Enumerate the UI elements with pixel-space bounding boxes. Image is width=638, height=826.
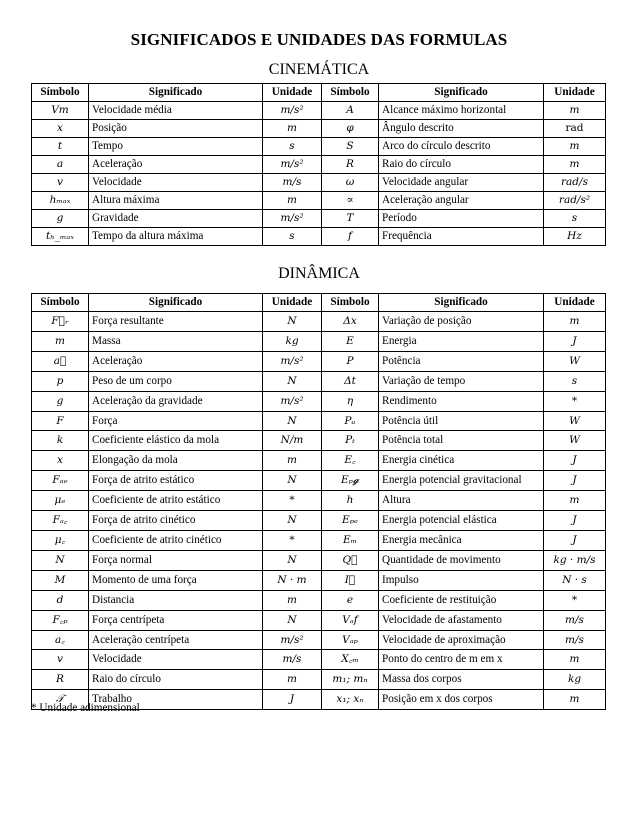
table-header-row xyxy=(32,294,606,312)
cell-unit: N/m xyxy=(263,431,322,451)
cell-symbol: 𝒯 xyxy=(32,690,89,710)
cell-unit: m xyxy=(263,670,322,690)
cell-unit: m xyxy=(544,156,606,174)
cell-symbol: Fₐ꜀ xyxy=(32,511,89,531)
cell-meaning: Ângulo descrito xyxy=(379,120,544,138)
cell-unit: kg xyxy=(263,331,322,351)
cell-unit: * xyxy=(263,491,322,511)
header-symbol: Símbolo xyxy=(322,294,379,312)
cell-meaning: Aceleração xyxy=(89,156,263,174)
cell-symbol: g xyxy=(32,391,89,411)
cell-meaning: Altura xyxy=(379,491,544,511)
table-row xyxy=(32,192,606,210)
cell-symbol: f xyxy=(322,228,379,246)
cell-meaning: Coeficiente de restituição xyxy=(379,590,544,610)
cell-unit: kg · m/s xyxy=(544,550,606,570)
cell-unit: J xyxy=(544,530,606,550)
table-row xyxy=(32,138,606,156)
cell-meaning: Energia potencial elástica xyxy=(379,511,544,531)
cell-symbol: φ xyxy=(322,120,379,138)
cell-symbol: S xyxy=(322,138,379,156)
cell-meaning: Período xyxy=(379,210,544,228)
cell-symbol: v xyxy=(32,174,89,192)
cell-unit: N xyxy=(263,411,322,431)
table-row xyxy=(32,590,606,610)
cell-meaning: Momento de uma força xyxy=(89,570,263,590)
cell-symbol: μ꜀ xyxy=(32,530,89,550)
table-row xyxy=(32,331,606,351)
table-row xyxy=(32,102,606,120)
section-heading-cinematica: CINEMÁTICA xyxy=(268,61,370,78)
cell-symbol: x xyxy=(32,120,89,138)
cell-symbol: Vm xyxy=(32,102,89,120)
cell-symbol: R xyxy=(32,670,89,690)
cell-meaning: Variação de tempo xyxy=(379,371,544,391)
cell-symbol: h xyxy=(322,491,379,511)
cell-meaning: Raio do círculo xyxy=(379,156,544,174)
cell-symbol: a⃗ xyxy=(32,351,89,371)
cell-meaning: Energia xyxy=(379,331,544,351)
cell-meaning: Potência total xyxy=(379,431,544,451)
table-row xyxy=(32,371,606,391)
header-unit: Unidade xyxy=(544,294,606,312)
cell-unit: m xyxy=(263,120,322,138)
table-row xyxy=(32,156,606,174)
table-row xyxy=(32,210,606,228)
cell-symbol: Vₐf xyxy=(322,610,379,630)
cell-unit: W xyxy=(544,431,606,451)
cell-meaning: Posição em x dos corpos xyxy=(379,690,544,710)
table-row xyxy=(32,351,606,371)
cell-symbol: M xyxy=(32,570,89,590)
header-symbol: Símbolo xyxy=(322,84,379,102)
cell-unit: J xyxy=(544,331,606,351)
cell-symbol: E꜀ xyxy=(322,451,379,471)
table-row xyxy=(32,471,606,491)
cell-symbol: Eₚ𝓰 xyxy=(322,471,379,491)
table-row xyxy=(32,120,606,138)
cell-meaning: Massa dos corpos xyxy=(379,670,544,690)
cell-unit: m xyxy=(263,590,322,610)
cell-symbol: a꜀ xyxy=(32,630,89,650)
cell-meaning: Peso de um corpo xyxy=(89,371,263,391)
cell-meaning: Coeficiente de atrito cinético xyxy=(89,530,263,550)
cell-symbol: m xyxy=(32,331,89,351)
cell-symbol: Fₐₑ xyxy=(32,471,89,491)
cell-meaning: Potência útil xyxy=(379,411,544,431)
cell-unit: m xyxy=(263,451,322,471)
cell-unit: N xyxy=(263,511,322,531)
cell-unit: J xyxy=(544,451,606,471)
cell-symbol: F⃗ᵣ xyxy=(32,312,89,332)
cell-symbol: x xyxy=(32,451,89,471)
cell-meaning: Trabalho xyxy=(89,690,263,710)
cell-meaning: Impulso xyxy=(379,570,544,590)
cell-meaning: Aceleração xyxy=(89,351,263,371)
cell-meaning: Arco do círculo descrito xyxy=(379,138,544,156)
header-unit: Unidade xyxy=(544,84,606,102)
cell-meaning: Tempo da altura máxima xyxy=(89,228,263,246)
cell-unit: N · m xyxy=(263,570,322,590)
table-row xyxy=(32,431,606,451)
table-row xyxy=(32,174,606,192)
cell-unit: W xyxy=(544,351,606,371)
cell-meaning: Aceleração da gravidade xyxy=(89,391,263,411)
table-header-row xyxy=(32,84,606,102)
cell-meaning: Velocidade média xyxy=(89,102,263,120)
cell-symbol: Δx xyxy=(322,312,379,332)
table-row xyxy=(32,312,606,332)
dinamica-table xyxy=(31,293,606,710)
cell-unit: s xyxy=(544,210,606,228)
cell-symbol: F xyxy=(32,411,89,431)
cell-symbol: E xyxy=(322,331,379,351)
cell-meaning: Força centrípeta xyxy=(89,610,263,630)
cell-unit: m xyxy=(544,312,606,332)
cinematica-table xyxy=(31,83,606,246)
cell-symbol: e xyxy=(322,590,379,610)
cell-unit: m/s² xyxy=(263,102,322,120)
cell-symbol: T xyxy=(322,210,379,228)
header-symbol: Símbolo xyxy=(32,84,89,102)
cell-meaning: Força resultante xyxy=(89,312,263,332)
cell-unit: N xyxy=(263,312,322,332)
cell-meaning: Massa xyxy=(89,331,263,351)
cell-unit: s xyxy=(263,138,322,156)
cell-meaning: Aceleração angular xyxy=(379,192,544,210)
cell-symbol: x₁; xₙ xyxy=(322,690,379,710)
cell-meaning: Força de atrito cinético xyxy=(89,511,263,531)
cell-symbol: ω xyxy=(322,174,379,192)
table-row xyxy=(32,610,606,630)
cell-unit: m/s xyxy=(544,610,606,630)
cell-meaning: Raio do círculo xyxy=(89,670,263,690)
cell-symbol: v xyxy=(32,650,89,670)
cell-unit: N xyxy=(263,471,322,491)
cell-symbol: tₕ_ₘₐₓ xyxy=(32,228,89,246)
cell-symbol: Pᵤ xyxy=(322,411,379,431)
cell-symbol: d xyxy=(32,590,89,610)
cell-symbol: hₘₐₓ xyxy=(32,192,89,210)
cell-symbol: t xyxy=(32,138,89,156)
cell-meaning: Elongação da mola xyxy=(89,451,263,471)
cell-symbol: N xyxy=(32,550,89,570)
cell-symbol: a xyxy=(32,156,89,174)
cell-meaning: Potência xyxy=(379,351,544,371)
cell-meaning: Aceleração centrípeta xyxy=(89,630,263,650)
cell-meaning: Variação de posição xyxy=(379,312,544,332)
cell-unit: m/s² xyxy=(263,630,322,650)
header-meaning: Significado xyxy=(379,84,544,102)
cell-symbol: X꜀ₘ xyxy=(322,650,379,670)
cell-meaning: Força xyxy=(89,411,263,431)
cell-unit: m xyxy=(544,138,606,156)
cell-unit: N xyxy=(263,610,322,630)
cell-unit: N xyxy=(263,550,322,570)
cell-meaning: Energia cinética xyxy=(379,451,544,471)
cell-symbol: Eₚₑ xyxy=(322,511,379,531)
cell-meaning: Frequência xyxy=(379,228,544,246)
cell-symbol: μₑ xyxy=(32,491,89,511)
cell-symbol: η xyxy=(322,391,379,411)
cell-meaning: Alcance máximo horizontal xyxy=(379,102,544,120)
header-meaning: Significado xyxy=(89,294,263,312)
cell-symbol: ∝ xyxy=(322,192,379,210)
cell-unit: m xyxy=(544,491,606,511)
cell-symbol: Vₐₚ xyxy=(322,630,379,650)
cell-meaning: Energia mecânica xyxy=(379,530,544,550)
cell-unit: J xyxy=(263,690,322,710)
cell-symbol: Pₜ xyxy=(322,431,379,451)
cell-meaning: Coeficiente elástico da mola xyxy=(89,431,263,451)
cell-unit: N · s xyxy=(544,570,606,590)
cell-unit: * xyxy=(263,530,322,550)
header-meaning: Significado xyxy=(89,84,263,102)
table-row xyxy=(32,228,606,246)
cell-unit: * xyxy=(544,590,606,610)
cell-meaning: Coeficiente de atrito estático xyxy=(89,491,263,511)
cell-unit: m/s xyxy=(544,630,606,650)
cell-symbol: P xyxy=(322,351,379,371)
cell-meaning: Força normal xyxy=(89,550,263,570)
cell-meaning: Velocidade de aproximação xyxy=(379,630,544,650)
table-row xyxy=(32,650,606,670)
cell-unit: Hz xyxy=(544,228,606,246)
cell-symbol: F꜀ₚ xyxy=(32,610,89,630)
cell-unit: rad/s xyxy=(544,174,606,192)
cell-symbol: k xyxy=(32,431,89,451)
cell-symbol: Δt xyxy=(322,371,379,391)
table-row xyxy=(32,391,606,411)
cell-unit: rad xyxy=(544,120,606,138)
cell-unit: s xyxy=(263,228,322,246)
cell-meaning: Velocidade angular xyxy=(379,174,544,192)
table-row xyxy=(32,451,606,471)
cell-unit: J xyxy=(544,511,606,531)
cell-unit: m/s xyxy=(263,650,322,670)
cell-unit: m/s² xyxy=(263,210,322,228)
cell-symbol: I⃗ xyxy=(322,570,379,590)
cell-meaning: Posição xyxy=(89,120,263,138)
cell-meaning: Distancia xyxy=(89,590,263,610)
cell-unit: * xyxy=(544,391,606,411)
cell-unit: m/s xyxy=(263,174,322,192)
cell-symbol: A xyxy=(322,102,379,120)
table-row xyxy=(32,491,606,511)
cell-symbol: R xyxy=(322,156,379,174)
cell-unit: m/s² xyxy=(263,156,322,174)
table-row xyxy=(32,530,606,550)
cell-unit: rad/s² xyxy=(544,192,606,210)
header-unit: Unidade xyxy=(263,84,322,102)
cell-symbol: g xyxy=(32,210,89,228)
cell-meaning: Velocidade xyxy=(89,650,263,670)
cell-meaning: Quantidade de movimento xyxy=(379,550,544,570)
cell-unit: m xyxy=(263,192,322,210)
table-row xyxy=(32,550,606,570)
cell-symbol: p xyxy=(32,371,89,391)
cell-meaning: Velocidade de afastamento xyxy=(379,610,544,630)
cell-meaning: Força de atrito estático xyxy=(89,471,263,491)
cell-symbol: m₁; mₙ xyxy=(322,670,379,690)
footnote: * Unidade adimensional xyxy=(31,702,140,714)
table-row xyxy=(32,411,606,431)
cell-symbol: Eₘ xyxy=(322,530,379,550)
table-row xyxy=(32,511,606,531)
cell-meaning: Velocidade xyxy=(89,174,263,192)
table-row xyxy=(32,630,606,650)
cell-meaning: Energia potencial gravitacional xyxy=(379,471,544,491)
table-row xyxy=(32,570,606,590)
header-unit: Unidade xyxy=(263,294,322,312)
cell-unit: W xyxy=(544,411,606,431)
cell-meaning: Tempo xyxy=(89,138,263,156)
cell-meaning: Ponto do centro de m em x xyxy=(379,650,544,670)
table-row xyxy=(32,670,606,690)
page-title: SIGNIFICADOS E UNIDADES DAS FORMULAS xyxy=(130,30,508,49)
header-symbol: Símbolo xyxy=(32,294,89,312)
header-meaning: Significado xyxy=(379,294,544,312)
cell-unit: m xyxy=(544,690,606,710)
section-heading-dinamica: DINÂMICA xyxy=(278,265,360,282)
cell-unit: N xyxy=(263,371,322,391)
cell-unit: m xyxy=(544,102,606,120)
cell-unit: m xyxy=(544,650,606,670)
cell-unit: kg xyxy=(544,670,606,690)
cell-meaning: Altura máxima xyxy=(89,192,263,210)
cell-unit: s xyxy=(544,371,606,391)
cell-meaning: Rendimento xyxy=(379,391,544,411)
cell-unit: J xyxy=(544,471,606,491)
cell-unit: m/s² xyxy=(263,391,322,411)
cell-meaning: Gravidade xyxy=(89,210,263,228)
cell-unit: m/s² xyxy=(263,351,322,371)
cell-symbol: Q⃗ xyxy=(322,550,379,570)
